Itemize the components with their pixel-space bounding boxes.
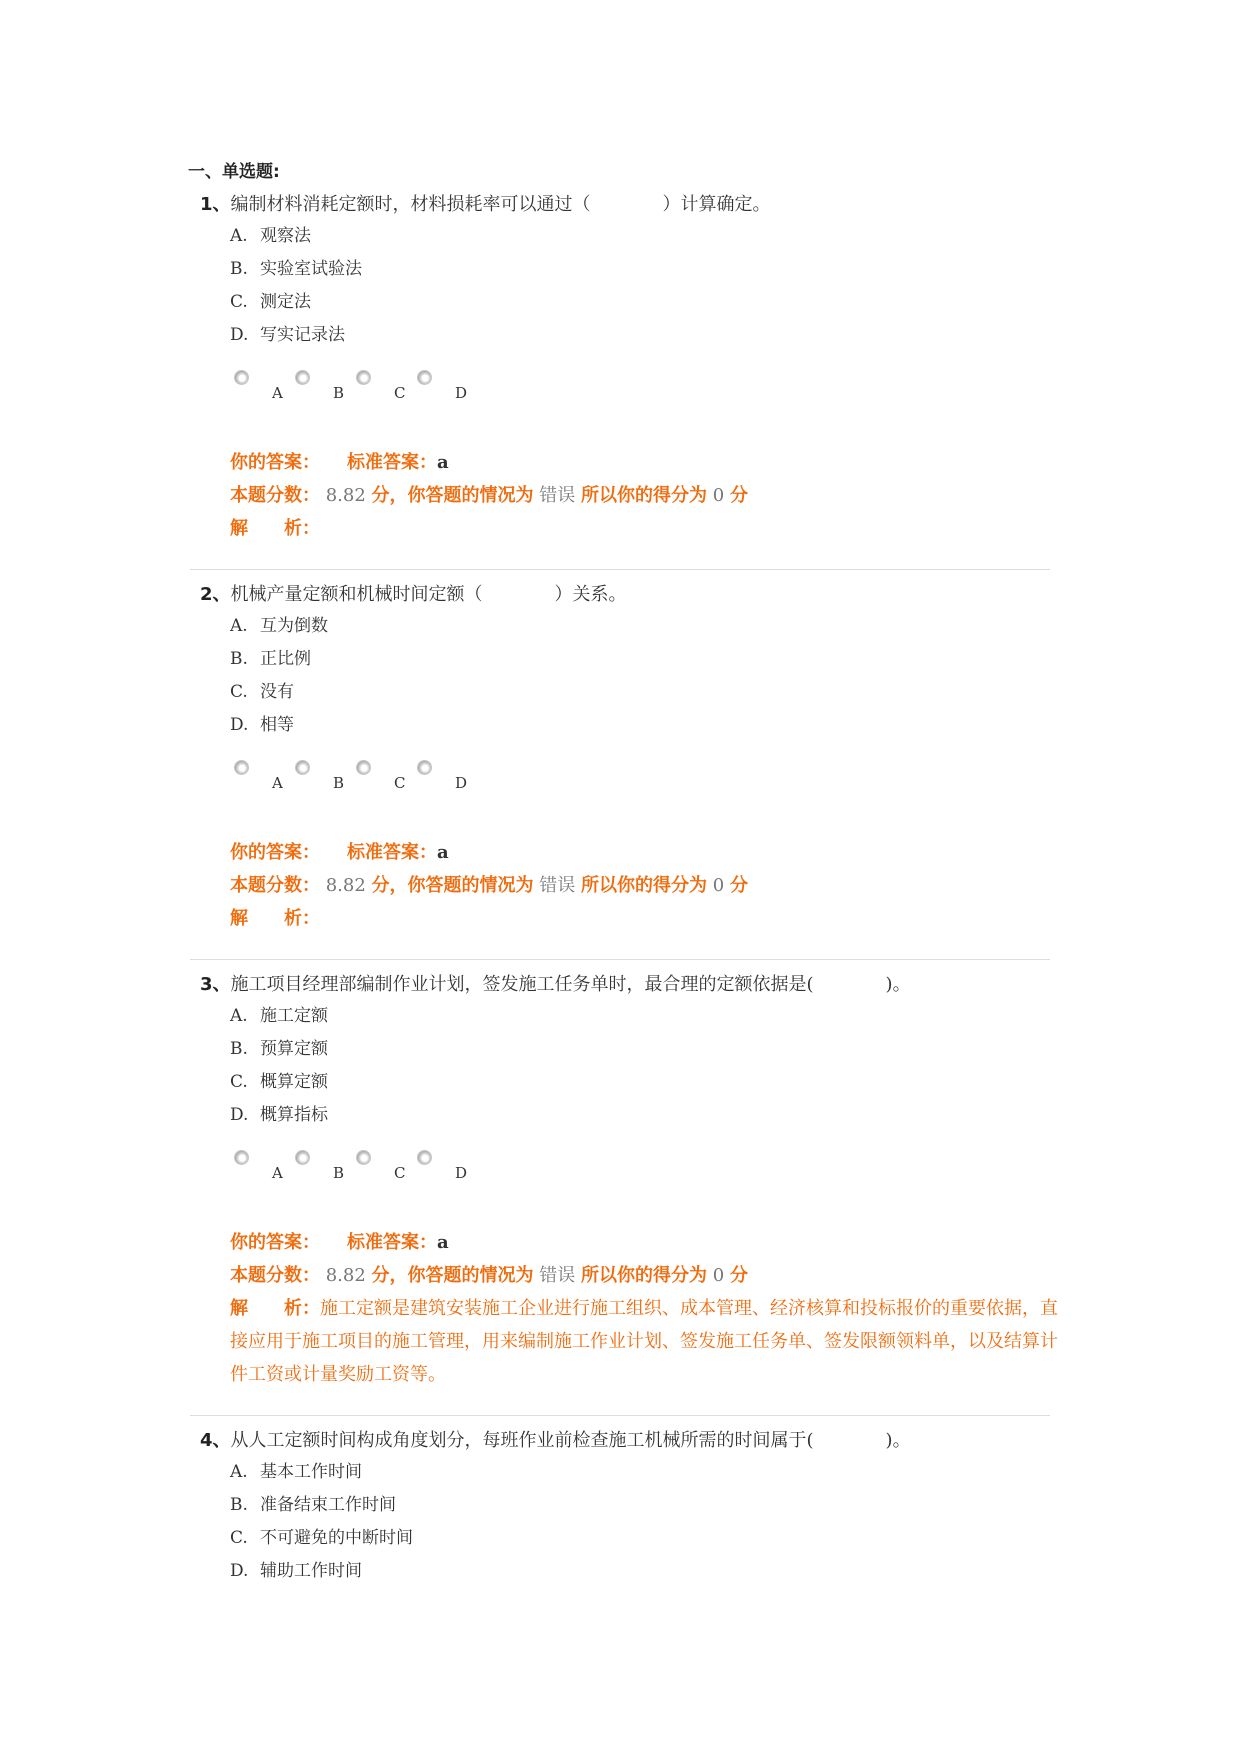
divider <box>190 569 1050 570</box>
option-b: B. 实验室试验法 <box>230 259 362 279</box>
score-status-label: 分，你答题的情况为 <box>371 875 534 896</box>
score-label: 本题分数： <box>230 1265 320 1286</box>
radio-a[interactable] <box>234 370 249 385</box>
score-value: 8.82 <box>325 485 366 506</box>
question-stem <box>200 970 1070 1000</box>
option-c: C. 不可避免的中断时间 <box>230 1528 413 1548</box>
standard-answer: a <box>437 842 449 863</box>
answer-result <box>230 1226 1070 1391</box>
option-list <box>230 220 1070 352</box>
radio-d[interactable] <box>417 370 432 385</box>
final-score-unit: 分 <box>729 875 748 896</box>
final-score-label: 所以你的得分为 <box>581 1265 708 1286</box>
question-1 <box>200 190 1070 545</box>
standard-answer-label: 标准答案： <box>347 452 437 473</box>
analysis-text: 施工定额是建筑安装施工企业进行施工组织、成本管理、经济核算和投标报价的重要依据，直接应用于施工项目的施工管理，用来编制施工作业计划、签发施工任务单、签发限额领料单，以及结算计件工资或计量奖励工资等。 <box>230 1298 1058 1385</box>
question-number: 3、 <box>200 974 231 995</box>
answer-radio-group <box>234 760 1070 796</box>
option-a: A. 施工定额 <box>230 1006 328 1026</box>
your-answer-label: 你的答案： <box>230 452 311 473</box>
question-stem <box>200 1426 1070 1456</box>
answer-status: 错误 <box>539 485 576 506</box>
option-a: A. 互为倒数 <box>230 616 328 636</box>
option-b: B. 正比例 <box>230 649 311 669</box>
final-score-label: 所以你的得分为 <box>581 485 708 506</box>
radio-c[interactable] <box>356 760 371 775</box>
option-c: C. 没有 <box>230 682 294 702</box>
radio-label-a: A <box>272 774 283 792</box>
score-value: 8.82 <box>325 1265 366 1286</box>
final-score-unit: 分 <box>729 1265 748 1286</box>
question-number: 2、 <box>200 584 231 605</box>
radio-c[interactable] <box>356 370 371 385</box>
radio-b[interactable] <box>295 760 310 775</box>
score-value: 8.82 <box>325 875 366 896</box>
question-text: 机械产量定额和机械时间定额（ ）关系。 <box>230 584 627 605</box>
analysis-label: 解 析： <box>230 908 320 929</box>
answer-status: 错误 <box>539 1265 576 1286</box>
option-d: D. 相等 <box>230 715 294 735</box>
final-score: 0 <box>712 1265 725 1286</box>
question-text: 编制材料消耗定额时，材料损耗率可以通过（ ）计算确定。 <box>230 194 771 215</box>
radio-label-b: B <box>333 384 345 402</box>
option-c: C. 测定法 <box>230 292 311 312</box>
section-title: 一、单选题: <box>188 162 280 182</box>
analysis-label: 解 析： <box>230 518 320 539</box>
divider <box>190 959 1050 960</box>
answer-result <box>230 446 1070 545</box>
radio-b[interactable] <box>295 370 310 385</box>
radio-b[interactable] <box>295 1150 310 1165</box>
option-b: B. 预算定额 <box>230 1039 328 1059</box>
radio-d[interactable] <box>417 760 432 775</box>
radio-a[interactable] <box>234 760 249 775</box>
option-a: A. 观察法 <box>230 226 311 246</box>
question-stem <box>200 580 1070 610</box>
radio-label-d: D <box>455 1164 468 1182</box>
radio-a[interactable] <box>234 1150 249 1165</box>
radio-label-a: A <box>272 384 283 402</box>
radio-label-c: C <box>394 384 406 402</box>
option-d: D. 概算指标 <box>230 1105 328 1125</box>
answer-radio-group <box>234 1150 1070 1186</box>
radio-label-d: D <box>455 774 468 792</box>
your-answer-label: 你的答案： <box>230 842 311 863</box>
standard-answer: a <box>437 452 449 473</box>
radio-label-b: B <box>333 774 345 792</box>
option-c: C. 概算定额 <box>230 1072 328 1092</box>
score-status-label: 分，你答题的情况为 <box>371 485 534 506</box>
score-label: 本题分数： <box>230 875 320 896</box>
radio-c[interactable] <box>356 1150 371 1165</box>
final-score-label: 所以你的得分为 <box>581 875 708 896</box>
option-d: D. 写实记录法 <box>230 325 345 345</box>
divider <box>190 1415 1050 1416</box>
option-b: B. 准备结束工作时间 <box>230 1495 396 1515</box>
question-number: 4、 <box>200 1430 231 1451</box>
answer-result <box>230 836 1070 935</box>
question-text: 施工项目经理部编制作业计划，签发施工任务单时，最合理的定额依据是( )。 <box>230 974 911 995</box>
radio-label-c: C <box>394 1164 406 1182</box>
radio-label-c: C <box>394 774 406 792</box>
question-3 <box>200 970 1070 1391</box>
standard-answer: a <box>437 1232 449 1253</box>
final-score: 0 <box>712 485 725 506</box>
option-list <box>230 1456 1070 1588</box>
answer-radio-group <box>234 370 1070 406</box>
your-answer-label: 你的答案： <box>230 1232 311 1253</box>
final-score: 0 <box>712 875 725 896</box>
analysis-label: 解 析： <box>230 1298 320 1319</box>
standard-answer-label: 标准答案： <box>347 842 437 863</box>
option-d: D. 辅助工作时间 <box>230 1561 362 1581</box>
radio-label-d: D <box>455 384 468 402</box>
radio-label-b: B <box>333 1164 345 1182</box>
radio-d[interactable] <box>417 1150 432 1165</box>
final-score-unit: 分 <box>729 485 748 506</box>
standard-answer-label: 标准答案： <box>347 1232 437 1253</box>
option-list <box>230 1000 1070 1132</box>
score-status-label: 分，你答题的情况为 <box>371 1265 534 1286</box>
question-4 <box>200 1426 1070 1588</box>
question-2 <box>200 580 1070 935</box>
analysis <box>230 1292 1070 1391</box>
answer-status: 错误 <box>539 875 576 896</box>
option-a: A. 基本工作时间 <box>230 1462 362 1482</box>
option-list <box>230 610 1070 742</box>
question-number: 1、 <box>200 194 231 215</box>
question-text: 从人工定额时间构成角度划分，每班作业前检查施工机械所需的时间属于( )。 <box>230 1430 911 1451</box>
question-stem <box>200 190 1070 220</box>
score-label: 本题分数： <box>230 485 320 506</box>
radio-label-a: A <box>272 1164 283 1182</box>
